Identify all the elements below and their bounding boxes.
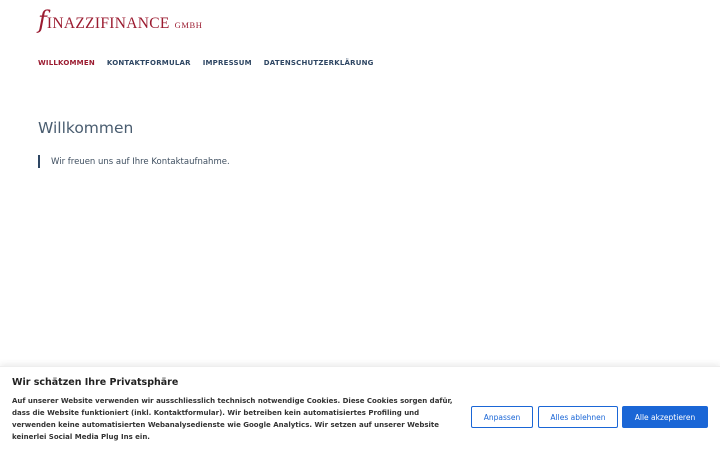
main-navigation bbox=[38, 59, 374, 67]
nav-item-willkommen[interactable]: WILLKOMMEN bbox=[38, 59, 95, 67]
customize-button[interactable]: Anpassen bbox=[471, 406, 533, 428]
reject-all-button[interactable]: Alles ablehnen bbox=[538, 406, 618, 428]
page-title: Willkommen bbox=[38, 119, 134, 137]
nav-item-kontaktformular[interactable]: KONTAKTFORMULAR bbox=[106, 59, 191, 67]
welcome-quote bbox=[38, 155, 230, 168]
logo-mark: f bbox=[38, 6, 47, 34]
nav-item-impressum[interactable]: IMPRESSUM bbox=[202, 59, 252, 67]
cookie-title: Wir schätzen Ihre Privatsphäre bbox=[12, 377, 179, 388]
cookie-text: Auf unserer Website verwenden wir ausschliesslich technisch notwendige Cookies. Diese Cookies sorgen dafür, dass die Website funktioniert (inkl. Kontaktformular). Wir betreiben kein automatisiertes Profiling und verwenden keine automatisierten Webanalysedienste wie Google Analytics. Wir setzen auf unserer Website keinerlei Social Media Plug Ins ein. bbox=[12, 397, 453, 441]
nav-item-datenschutz[interactable]: DATENSCHUTZERKLÄRUNG bbox=[263, 59, 374, 67]
accept-all-button[interactable]: Alle akzeptieren bbox=[622, 406, 708, 428]
logo-wordmark: INAZZIFINANCE bbox=[46, 15, 170, 32]
logo-suffix: GMBH bbox=[174, 20, 203, 30]
site-logo[interactable] bbox=[38, 8, 203, 34]
welcome-quote-text: Wir freuen uns auf Ihre Kontaktaufnahme. bbox=[51, 156, 230, 167]
